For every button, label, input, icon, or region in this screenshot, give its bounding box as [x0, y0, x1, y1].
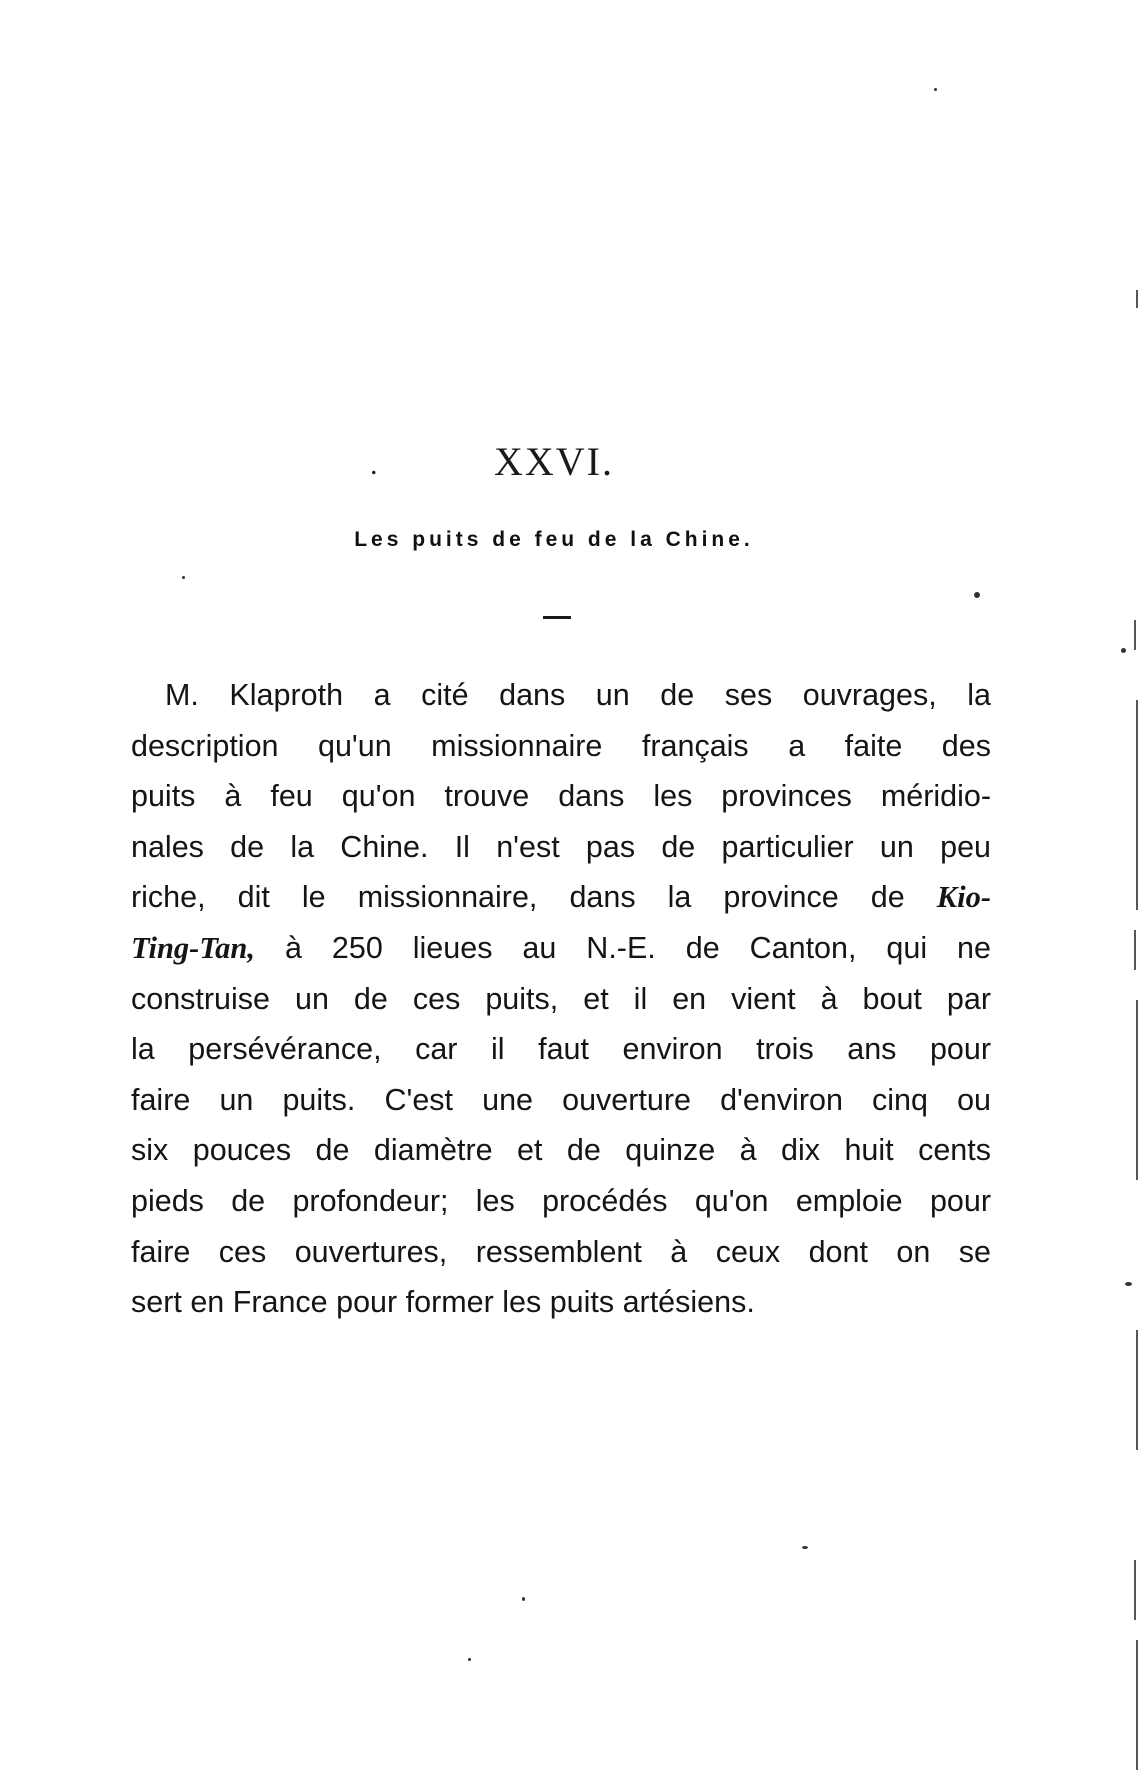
page-edge-mark [1136, 1000, 1138, 1180]
body-paragraph [131, 670, 991, 1328]
text-line: construise un de ces puits, et il en vient à bout par [131, 981, 991, 1016]
chapter-number: XXVI. [494, 439, 614, 484]
text-line: pieds de profondeur; les procédés qu'on emploie pour [131, 1183, 991, 1218]
page-edge-mark [1136, 290, 1138, 308]
text-line: Ting-Tan, à 250 lieues au N.-E. de Canton, qui ne [131, 930, 991, 965]
text-line: riche, dit le missionnaire, dans la province de Kio- [131, 880, 991, 915]
page-edge-mark [1136, 1640, 1138, 1770]
page-edge-mark [1134, 930, 1136, 970]
page-edge-mark [1134, 1560, 1136, 1620]
scan-speck [1121, 648, 1126, 653]
text-line: description qu'un missionnaire français a faite des [131, 728, 991, 763]
text-line: la persévérance, car il faut environ trois ans pour [131, 1032, 991, 1067]
text-line: puits à feu qu'on trouve dans les provinces méridio- [131, 779, 991, 814]
text-line: M. Klaproth a cité dans un de ses ouvrages, la [165, 678, 991, 712]
text-line: faire ces ouvertures, ressemblent à ceux dont on se [131, 1234, 991, 1269]
place-name-italic: Kio- [936, 880, 991, 915]
page-edge-mark [1136, 1330, 1138, 1450]
scan-speck [468, 1658, 471, 1661]
page-edge-mark [1134, 620, 1136, 650]
text-line: faire un puits. C'est une ouverture d'environ cinq ou [131, 1082, 991, 1117]
text-line: sert en France pour former les puits artésiens. [131, 1285, 755, 1320]
scan-speck [1125, 1282, 1132, 1286]
page-edge-mark [1136, 700, 1138, 910]
text-line: six pouces de diamètre et de quinze à dix huit cents [131, 1133, 991, 1168]
chapter-title: Les puits de feu de la Chine. [354, 528, 754, 551]
text-line: nales de la Chine. Il n'est pas de particulier un peu [131, 829, 991, 864]
title-divider [543, 616, 571, 619]
scan-speck [522, 1597, 525, 1601]
scan-speck [182, 576, 185, 579]
stray-dot: . [370, 448, 378, 481]
scan-speck [802, 1546, 808, 1549]
scan-speck [974, 592, 980, 598]
scan-speck [934, 88, 937, 91]
place-name-italic: Ting-Tan, [131, 930, 256, 965]
